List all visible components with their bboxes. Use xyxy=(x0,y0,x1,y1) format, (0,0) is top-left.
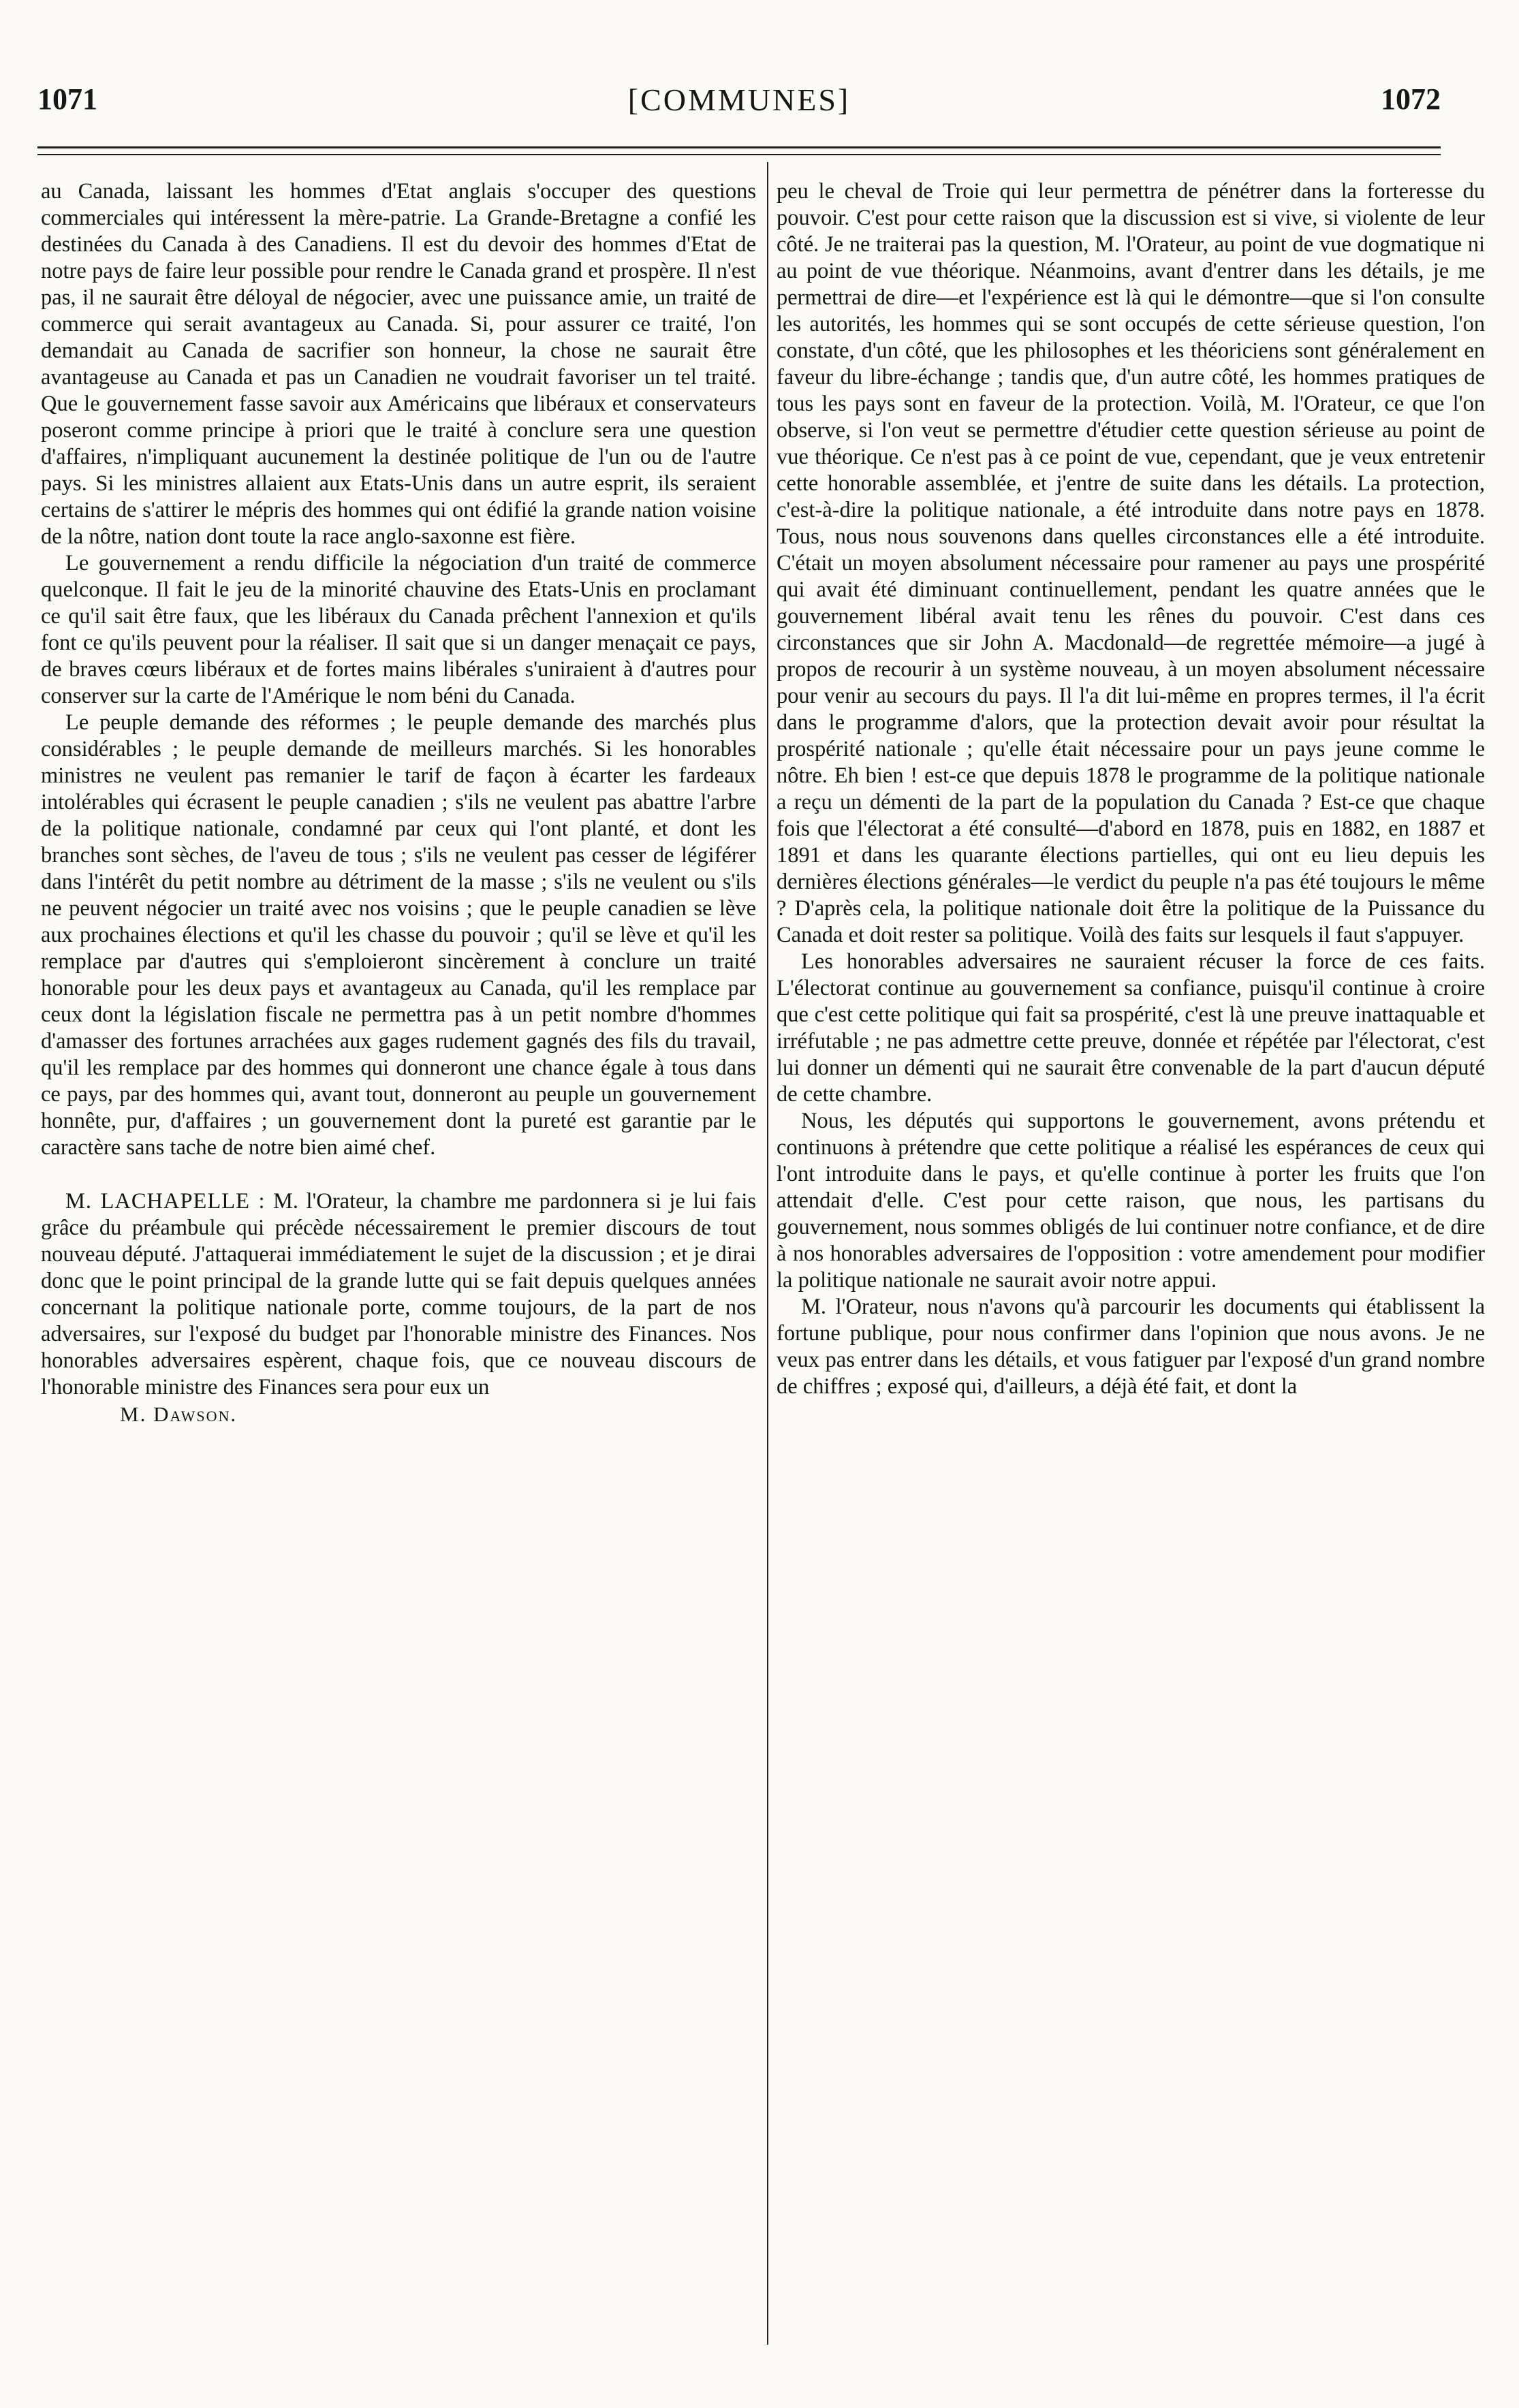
paragraph: Les honorables adversaires ne sauraient récuser la force de ces faits. L'électorat continue au gouvernement sa confiance, puisqu'il continue à croire que c'est cette politique qui fait sa prospérité, c'est là une preuve inattaquable et irréfutable ; ne pas admettre cette preuve, donnée et répétée par l'électorat, c'est lui donner un démenti qui ne saurait être convenable de la part d'aucun député de cette chambre. xyxy=(777,949,1485,1107)
speaker-signature: M. Dawson. xyxy=(120,1402,238,1426)
column-divider xyxy=(767,162,768,2345)
paragraph: Le peuple demande des réformes ; le peuple demande des marchés plus considérables ; le peuple demande de meilleurs marchés. Si les honorables ministres ne veulent pas remanier le tarif de façon à écarter les fardeaux intolérables qui écrasent le peuple canadien ; s'ils ne veulent pas abattre l'arbre de la politique nationale, condamné par ceux qui l'ont planté, et dont les branches sont sèches, de l'aveu de tous ; s'ils ne veulent pas cesser de légiférer dans l'intérêt du petit nombre au détriment de la masse ; s'ils ne veulent ou s'ils ne peuvent négocier un traité avec nos voisins ; que le peuple canadien se lève aux prochaines élections et qu'il les chasse du pouvoir ; qu'il se lève et qu'il les remplace par d'autres qui s'emploieront sincèrement à conclure un traité honorable pour les deux pays et avantageux au Canada, qu'il les remplace par ceux dont la législation fiscale ne permettra pas à un petit nombre d'hommes d'amasser des fortunes arrachées aux gages rudement gagnés des fils du travail, qu'il les remplace par des hommes qui donneront une chance égale à tous dans ce pays, par des hommes qui, avant tout, donneront au peuple un gouvernement honnête, pur, d'affaires ; un gouvernement dont la pureté est garantie par le caractère sans tache de notre bien aimé chef. xyxy=(41,710,756,1160)
header-rule-bottom xyxy=(37,154,1441,155)
page-header xyxy=(37,82,1441,124)
paragraph: M. l'Orateur, nous n'avons qu'à parcourir les documents qui établissent la fortune publique, pour nous confirmer dans l'opinion que nous avons. Je ne veux pas entrer dans les détails, et vous fatiguer par l'exposé d'un grand nombre de chiffres ; exposé qui, d'ailleurs, a déjà été fait, et dont la xyxy=(777,1295,1485,1399)
page-number-right: 1072 xyxy=(1381,82,1441,116)
page-number-left: 1071 xyxy=(37,82,97,116)
paragraph: Nous, les députés qui supportons le gouvernement, avons prétendu et continuons à prétendre que cette politique a réalisé les espérances de ceux qui l'ont introduite dans le pays, et qu'elle continue à porter les fruits que l'on attendait d'elle. C'est pour cette raison, que nous, les partisans du gouvernement, nous sommes obligés de lui continuer notre confiance, et de dire à nos honorables adversaires de l'opposition : votre amendement pour modifier la politique nationale ne saurait avoir notre appui. xyxy=(777,1109,1485,1293)
left-column xyxy=(41,178,756,1427)
paragraph: au Canada, laissant les hommes d'Etat anglais s'occuper des questions commerciales qui intéressent la mère-patrie. La Grande-Bretagne a confié les destinées du Canada à des Canadiens. Il est du devoir des hommes d'Etat de notre pays de faire leur possible pour rendre le Canada grand et prospère. Il n'est pas, il ne saurait être déloyal de négocier, avec une puissance amie, un traité de commerce qui serait avantageux au Canada. Si, pour assurer ce traité, l'on demandait au Canada de sacrifier son honneur, la chose ne saurait être avantageuse au Canada et pas un Canadien ne voudrait favoriser un tel traité. Que le gouvernement fasse savoir aux Américains que libéraux et conservateurs poseront comme principe à priori que le traité à conclure sera une question d'affaires, n'impliquant aucunement la destinée politique de l'un ou de l'autre pays. Si les ministres allaient aux Etats-Unis dans un autre esprit, ils seraient certains de s'attirer le mépris des hommes qui ont édifié la grande nation voisine de la nôtre, nation dont toute la race anglo-saxonne est fière. xyxy=(41,179,756,549)
speech-text: M. l'Orateur, la chambre me pardonnera si je lui fais grâce du préambule qui précède nécessairement le premier discours de tout nouveau député. J'attaquerai immédiatement le sujet de la discussion ; et je dirai donc que le point principal de la grande lutte qui se fait depuis quelques années concernant la politique nationale porte, comme toujours, de la part de nos adversaires, sur l'exposé du budget par l'honorable ministre des Finances. Nos honorables adversaires espèrent, chaque fois, que ce nouveau discours de l'honorable ministre des Finances sera pour eux un xyxy=(41,1189,756,1399)
header-rule-top xyxy=(37,146,1441,148)
right-column xyxy=(777,178,1485,1400)
paragraph: peu le cheval de Troie qui leur permettra de pénétrer dans la forteresse du pouvoir. C'est pour cette raison que la discussion est si vive, si violente de leur côté. Je ne traiterai pas la question, M. l'Orateur, au point de vue dogmatique ni au point de vue théorique. Néanmoins, avant d'entrer dans les détails, je me permettrai de dire—et l'expérience est là qui le démontre—que si l'on consulte les autorités, les hommes qui se sont occupés de cette sérieuse question, l'on constate, d'un côté, que les philosophes et les théoriciens sont généralement en faveur du libre-échange ; tandis que, d'un autre côté, les hommes pratiques de tous les pays sont en faveur de la protection. Voilà, M. l'Orateur, ce que l'on observe, si l'on veut se permettre d'étudier cette question sérieuse au point de vue théorique. Ce n'est pas à ce point de vue, cependant, que je veux entretenir cette honorable assemblée, et j'entre de suite dans les détails. La protection, c'est-à-dire la politique nationale, a été introduite dans notre pays en 1878. Tous, nous nous souvenons dans quelles circonstances elle a été introduite. C'était un moyen absolument nécessaire pour ramener au pays une prospérité qui avait été diminuant continuellement, pendant les quatre années que le gouvernement libéral avait tenu les rênes du pouvoir. C'est dans ces circonstances que sir John A. Macdonald—de regrettée mémoire—a jugé à propos de recourir à un système nouveau, à un moyen absolument nécessaire pour venir au secours du pays. Il l'a dit lui-même en propres termes, il l'a écrit dans le programme d'alors, que la protection devait avoir pour résultat la prospérité nationale ; qu'elle était nécessaire pour un pays jeune comme le nôtre. Eh bien ! est-ce que depuis 1878 le programme de la politique nationale a reçu un démenti de la part de la population du Canada ? Est-ce que chaque fois que l'électorat a été consulté—d'abord en 1878, puis en 1882, en 1887 et 1891 et dans les quarante élections partielles, qui ont eu lieu depuis les dernières élections générales—le verdict du peuple n'a pas été toujours le même ? D'après cela, la politique nationale doit être la politique de la Puissance du Canada et doit rester sa politique. Voilà des faits sur lesquels il faut s'appuyer. xyxy=(777,179,1485,947)
speaker-name: M. LACHAPELLE : xyxy=(65,1189,266,1214)
running-title: [COMMUNES] xyxy=(627,82,851,117)
speech-paragraph xyxy=(41,1188,756,1401)
paragraph: Le gouvernement a rendu difficile la négociation d'un traité de commerce quelconque. Il fait le jeu de la minorité chauvine des Etats-Unis en proclamant ce qu'il sait être faux, que les libéraux du Canada prêchent l'annexion et qu'ils font ce qu'ils peuvent pour la réaliser. Il sait que si un danger menaçait ce pays, de braves cœurs libéraux et de fortes mains libérales s'uniraient à d'autres pour conserver sur la carte de l'Amérique le nom béni du Canada. xyxy=(41,551,756,708)
